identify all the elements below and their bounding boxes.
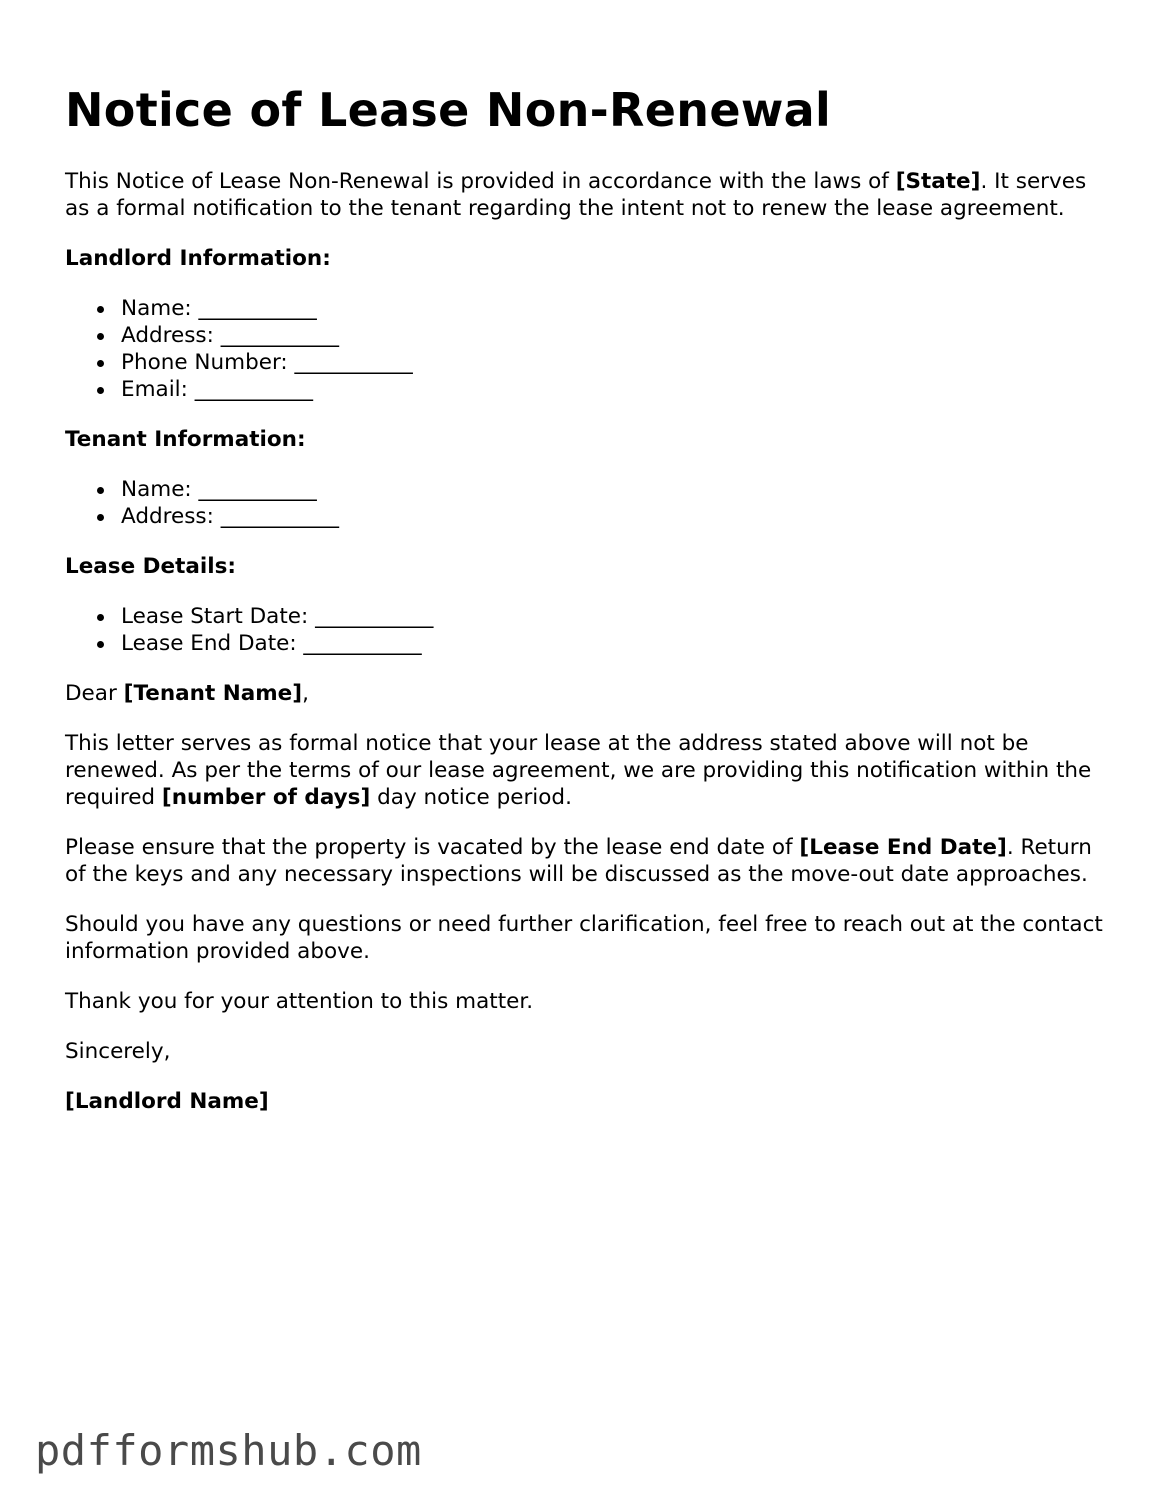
- salutation-comma: ,: [302, 681, 309, 706]
- tenant-address-field: Address: ___________: [121, 504, 339, 529]
- intro-text: This Notice of Lease Non-Renewal is provided in accordance with the laws of: [65, 169, 896, 194]
- salutation: [65, 680, 1105, 707]
- landlord-info-list: [65, 295, 1105, 403]
- landlord-email-field: Email: ___________: [121, 377, 313, 402]
- landlord-name-field: Name: ___________: [121, 296, 317, 321]
- days-placeholder: [number of days]: [161, 785, 371, 810]
- bullet-icon: [97, 641, 104, 648]
- notice-text: This letter serves as formal notice that your lease at the address stated above will not be renewed. As per the terms of our lease agreement, we are providing this notification within the required: [65, 731, 1092, 810]
- landlord-info-heading: Landlord Information:: [65, 246, 331, 271]
- tenant-name-placeholder: [Tenant Name]: [123, 681, 303, 706]
- bullet-icon: [97, 487, 104, 494]
- vacate-text: Please ensure that the property is vacated by the lease end date of: [65, 835, 800, 860]
- list-item: [121, 295, 1105, 322]
- list-item: [121, 476, 1105, 503]
- signature-placeholder: [Landlord Name]: [65, 1089, 269, 1114]
- lease-details-list: [65, 603, 1105, 657]
- document-page: [65, 78, 1105, 1115]
- lease-end-date-field: Lease End Date: ___________: [121, 631, 422, 656]
- lease-start-date-field: Lease Start Date: ___________: [121, 604, 434, 629]
- state-placeholder: [State]: [895, 169, 981, 194]
- landlord-address-field: Address: ___________: [121, 323, 339, 348]
- tenant-name-field: Name: ___________: [121, 477, 317, 502]
- vacate-text-end: . Return of the keys and any necessary inspections will be discussed as the move-out date approaches.: [65, 835, 1092, 887]
- lease-details-heading: Lease Details:: [65, 554, 237, 579]
- intro-paragraph: [65, 168, 1105, 222]
- thanks-paragraph: Thank you for your attention to this matter.: [65, 989, 534, 1014]
- end-date-placeholder: [Lease End Date]: [799, 835, 1007, 860]
- tenant-info-heading: Tenant Information:: [65, 427, 306, 452]
- list-item: [121, 503, 1105, 530]
- notice-text-end: day notice period.: [370, 785, 572, 810]
- list-item: [121, 603, 1105, 630]
- bullet-icon: [97, 514, 104, 521]
- tenant-info-list: [65, 476, 1105, 530]
- closing: Sincerely,: [65, 1039, 171, 1064]
- bullet-icon: [97, 333, 104, 340]
- bullet-icon: [97, 614, 104, 621]
- salutation-text: Dear: [65, 681, 124, 706]
- questions-paragraph: Should you have any questions or need further clarification, feel free to reach out at the contact information provided above.: [65, 912, 1103, 964]
- vacate-paragraph: [65, 834, 1105, 888]
- bullet-icon: [97, 306, 104, 313]
- list-item: [121, 349, 1105, 376]
- list-item: [121, 630, 1105, 657]
- notice-paragraph: [65, 730, 1105, 811]
- intro-text-end: . It serves as a formal notification to the tenant regarding the intent not to renew the lease agreement.: [65, 169, 1087, 221]
- bullet-icon: [97, 387, 104, 394]
- bullet-icon: [97, 360, 104, 367]
- watermark: pdfformshub.com: [35, 1426, 422, 1475]
- landlord-phone-field: Phone Number: ___________: [121, 350, 413, 375]
- document-title: Notice of Lease Non-Renewal: [65, 83, 832, 137]
- list-item: [121, 322, 1105, 349]
- list-item: [121, 376, 1105, 403]
